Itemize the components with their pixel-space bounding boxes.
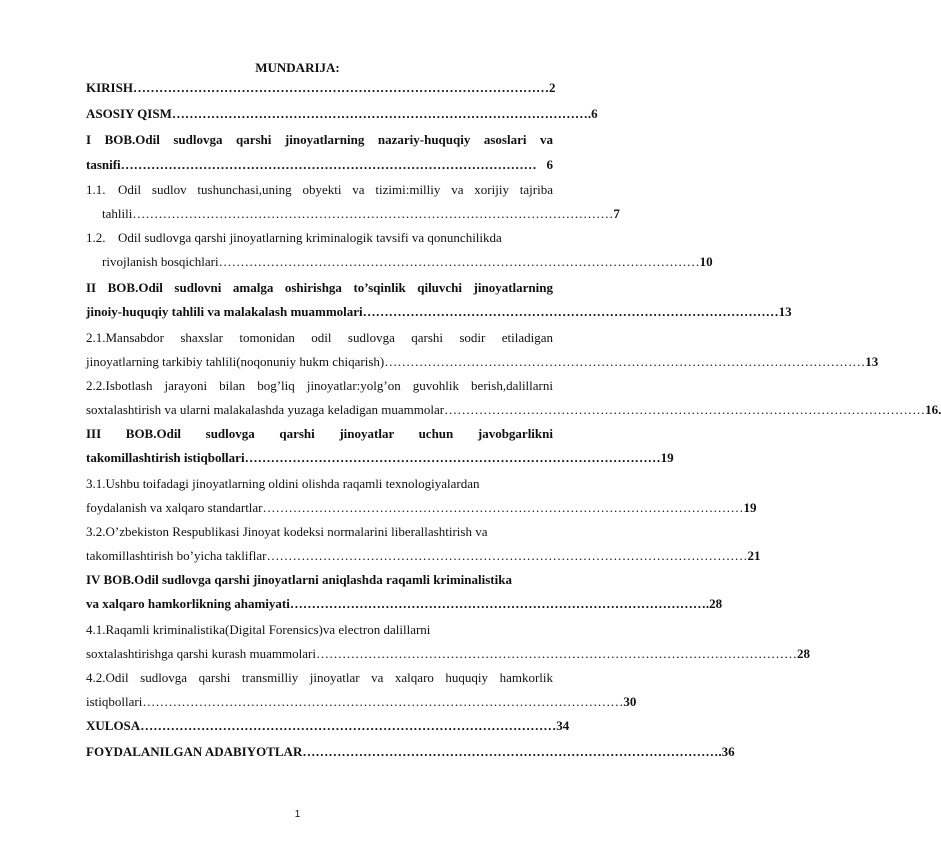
toc-entry-s12-line1: Odil sudlovga qarshi jinoyatlarning kriminalogik tavsifi va qonunchilikda bbox=[118, 230, 502, 245]
toc-page-number: 7 bbox=[613, 206, 620, 221]
toc-page-number: 10 bbox=[699, 254, 713, 269]
toc-section-number: 1.2. bbox=[86, 230, 106, 245]
toc-entry-bob4-line1: IV BOB.Odil sudlovga qarshi jinoyatlarni aniqlashda raqamli kriminalistika bbox=[86, 572, 512, 587]
toc-page-number: 13 bbox=[778, 304, 792, 319]
toc-entry-s11-line1: Odil sudlov tushunchasi,uning obyekti va tizimi:milliy va xorijiy tajriba bbox=[118, 182, 553, 197]
toc-page-number: .36 bbox=[718, 744, 735, 759]
toc-entry-xulosa: XULOSA …………………………………………………………………………………… 34 bbox=[86, 718, 570, 733]
toc-entry-text: soxtalashtirish va ularni malakalashda yuzaga keladigan muammolar bbox=[86, 402, 445, 417]
toc-page-number: 34 bbox=[556, 718, 570, 733]
toc-entry-text: tahlili bbox=[102, 206, 133, 221]
toc-entry-s31-line2: foydalanish va xalqaro standartlar ………………………………………………………………………………………………… 19 bbox=[86, 500, 757, 515]
toc-entry-text: rivojlanish bosqichlari bbox=[102, 254, 219, 269]
toc-page-number: 30 bbox=[623, 694, 637, 709]
toc-page-number: .6 bbox=[587, 106, 598, 121]
toc-entry-text: jinoiy-huquqiy tahlili va malakalash muammolari bbox=[86, 304, 363, 319]
toc-entry-s11-line2: tahlili ………………………………………………………………………………………………… 7 bbox=[102, 206, 620, 221]
toc-page-number: 16. bbox=[925, 402, 941, 417]
toc-entry-bob1-line1: I BOB.Odil sudlovga qarshi jinoyatlarning nazariy-huquqiy asoslari va bbox=[86, 132, 553, 147]
toc-entry-text: istiqbollari bbox=[86, 694, 143, 709]
toc-entry-s41-line1: 4.1.Raqamli kriminalistika(Digital Forensics)va electron dalillarni bbox=[86, 622, 431, 637]
toc-entry-text: jinoyatlarning tarkibiy tahlili(noqonuniy hukm chiqarish) bbox=[86, 354, 385, 369]
toc-section-number: 1.1. bbox=[86, 182, 106, 197]
toc-entry-text: takomillashtirish istiqbollari bbox=[86, 450, 245, 465]
toc-entry-bob3-line2: takomillashtirish istiqbollari …………………………………………………………………………………… 19 bbox=[86, 450, 674, 465]
toc-entry-s42-line1: 4.2.Odil sudlovga qarshi transmilliy jinoyatlar va xalqaro huquqiy hamkorlik bbox=[86, 670, 553, 685]
toc-page-number: 6 bbox=[546, 157, 553, 172]
toc-page-number: 19 bbox=[660, 450, 674, 465]
toc-entry-s31-line1: 3.1.Ushbu toifadagi jinoyatlarning oldini olishda raqamli texnologiyalardan bbox=[86, 476, 480, 491]
toc-page-number: 2 bbox=[548, 80, 556, 95]
toc-entry-s42-line2: istiqbollari ………………………………………………………………………………………………… 30 bbox=[86, 694, 637, 709]
toc-entry-s12-line2: rivojlanish bosqichlari ………………………………………………………………………………………………… 10 bbox=[102, 254, 713, 269]
toc-entry-text: va xalqaro hamkorlikning ahamiyati bbox=[86, 596, 290, 611]
toc-entry-s32-line1: 3.2.O’zbekiston Respublikasi Jinoyat kodeksi normalarini liberallashtirish va bbox=[86, 524, 488, 539]
toc-entry-text: KIRISH bbox=[86, 80, 133, 95]
toc-entry-text: soxtalashtirishga qarshi kurash muammolari bbox=[86, 646, 316, 661]
toc-page-number: 28 bbox=[796, 646, 810, 661]
toc-title: MUNDARIJA: bbox=[255, 60, 340, 75]
toc-entry-text: tasnifi bbox=[86, 157, 121, 172]
page-number: 1 bbox=[294, 809, 301, 820]
toc-entry-s41-line2: soxtalashtirishga qarshi kurash muammolari ………………………………………………………………………………………………… 28 bbox=[86, 646, 810, 661]
toc-entry-s22-line1: 2.2.Isbotlash jarayoni bilan bog’liq jinoyatlar:yolg’on guvohlik berish,dalillarni bbox=[86, 378, 553, 393]
toc-entry-bob1-line2: tasnifi …………………………………………………………………………………… 6 bbox=[86, 157, 553, 172]
toc-entry-adabiyotlar: FOYDALANILGAN ADABIYOTLAR …………………………………………………………………………………… .36 bbox=[86, 744, 735, 759]
toc-entry-s21-line2: jinoyatlarning tarkibiy tahlili(noqonuniy hukm chiqarish) ………………………………………………………………………………………………… 13 bbox=[86, 354, 879, 369]
toc-entry-text: takomillashtirish bo’yicha takliflar bbox=[86, 548, 267, 563]
toc-entry-bob2-line1: II BOB.Odil sudlovni amalga oshirishga to’sqinlik qiluvchi jinoyatlarning bbox=[86, 280, 553, 295]
toc-page-number: 21 bbox=[747, 548, 761, 563]
toc-entry-bob2-line2: jinoiy-huquqiy tahlili va malakalash muammolari …………………………………………………………………………………… 13 bbox=[86, 304, 792, 319]
toc-entry-text: ASOSIY QISM bbox=[86, 106, 172, 121]
toc-entry-s32-line2: takomillashtirish bo’yicha takliflar ………………………………………………………………………………………………… 21 bbox=[86, 548, 761, 563]
toc-page-number: .28 bbox=[705, 596, 723, 611]
toc-entry-bob3-line1: III BOB.Odil sudlovga qarshi jinoyatlar uchun javobgarlikni bbox=[86, 426, 553, 441]
toc-entry-text: FOYDALANILGAN ADABIYOTLAR bbox=[86, 744, 303, 759]
toc-entry-bob4-line2: va xalqaro hamkorlikning ahamiyati …………………………………………………………………………………… .28 bbox=[86, 596, 723, 611]
toc-entry-asosiy-qism: ASOSIY QISM …………………………………………………………………………………… .6 bbox=[86, 106, 598, 121]
toc-entry-kirish: KIRISH …………………………………………………………………………………… 2 bbox=[86, 80, 556, 95]
toc-page-number: 13 bbox=[865, 354, 879, 369]
toc-entry-text: foydalanish va xalqaro standartlar bbox=[86, 500, 263, 515]
toc-entry-s22-line2: soxtalashtirish va ularni malakalashda yuzaga keladigan muammolar ………………………………………………………………………………………………… 16. bbox=[86, 402, 941, 417]
toc-page-number: 19 bbox=[743, 500, 757, 515]
toc-entry-text: XULOSA bbox=[86, 718, 141, 733]
toc-entry-s21-line1: 2.1.Mansabdor shaxslar tomonidan odil sudlovga qarshi sodir etiladigan bbox=[86, 330, 553, 345]
